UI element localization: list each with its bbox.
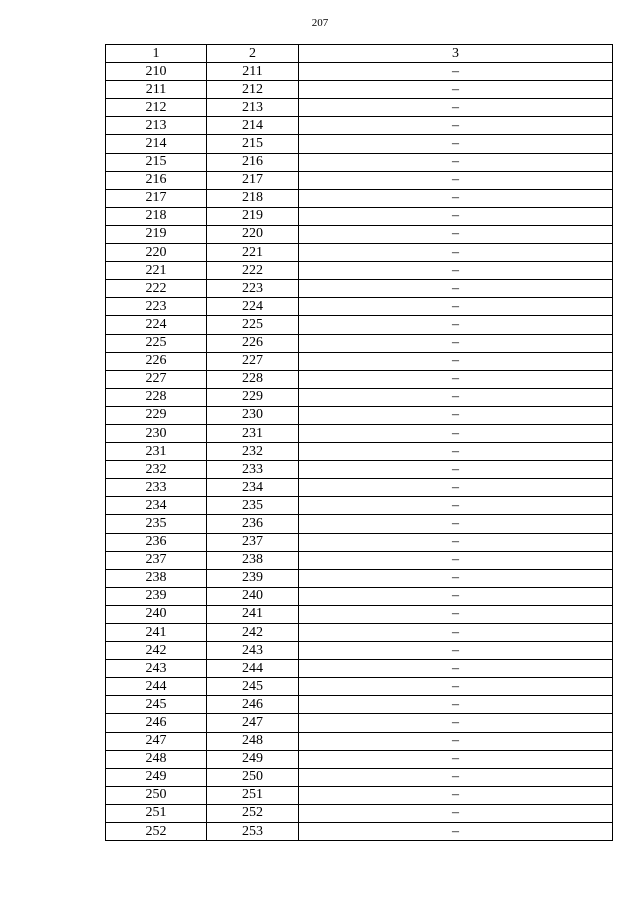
table-cell-col-3: – <box>299 786 613 804</box>
table-cell-col-2: 221 <box>207 244 299 262</box>
table-cell-col-3: – <box>299 804 613 822</box>
table-cell-col-3: – <box>299 189 613 207</box>
table-row <box>106 479 613 497</box>
table-cell-col-2: 232 <box>207 443 299 461</box>
table-row <box>106 99 613 117</box>
table-row <box>106 135 613 153</box>
table-cell-col-1: 212 <box>106 99 207 117</box>
column-header-2: 2 <box>207 45 299 63</box>
table-cell-col-2: 217 <box>207 171 299 189</box>
table-cell-col-2: 237 <box>207 533 299 551</box>
table-cell-col-1: 249 <box>106 768 207 786</box>
table-cell-col-3: – <box>299 117 613 135</box>
table-cell-col-2: 211 <box>207 63 299 81</box>
table-cell-col-1: 217 <box>106 189 207 207</box>
table-cell-col-3: – <box>299 63 613 81</box>
table-cell-col-3: – <box>299 714 613 732</box>
table-cell-col-3: – <box>299 207 613 225</box>
table-cell-col-2: 244 <box>207 660 299 678</box>
table-cell-col-3: – <box>299 497 613 515</box>
table-cell-col-1: 213 <box>106 117 207 135</box>
table-cell-col-1: 226 <box>106 352 207 370</box>
table-cell-col-3: – <box>299 316 613 334</box>
table-cell-col-1: 219 <box>106 225 207 243</box>
table-cell-col-2: 226 <box>207 334 299 352</box>
table-cell-col-2: 241 <box>207 605 299 623</box>
table-row <box>106 533 613 551</box>
table-row <box>106 316 613 334</box>
table-cell-col-1: 233 <box>106 479 207 497</box>
table-cell-col-1: 239 <box>106 587 207 605</box>
table-cell-col-3: – <box>299 443 613 461</box>
table-row <box>106 424 613 442</box>
table-cell-col-1: 220 <box>106 244 207 262</box>
table-cell-col-2: 248 <box>207 732 299 750</box>
table-cell-col-1: 234 <box>106 497 207 515</box>
table-cell-col-2: 214 <box>207 117 299 135</box>
table-cell-col-2: 227 <box>207 352 299 370</box>
table-cell-col-3: – <box>299 153 613 171</box>
table-cell-col-3: – <box>299 678 613 696</box>
table-cell-col-2: 238 <box>207 551 299 569</box>
table-cell-col-3: – <box>299 244 613 262</box>
page-number: 207 <box>311 17 329 29</box>
table-cell-col-2: 213 <box>207 99 299 117</box>
table-row <box>106 587 613 605</box>
table-cell-col-1: 246 <box>106 714 207 732</box>
table-cell-col-1: 237 <box>106 551 207 569</box>
table-row <box>106 298 613 316</box>
table-cell-col-3: – <box>299 515 613 533</box>
table-cell-col-3: – <box>299 768 613 786</box>
table-cell-col-3: – <box>299 225 613 243</box>
table-cell-col-1: 214 <box>106 135 207 153</box>
table-cell-col-3: – <box>299 605 613 623</box>
table-row <box>106 660 613 678</box>
table-cell-col-2: 229 <box>207 388 299 406</box>
table-cell-col-1: 224 <box>106 316 207 334</box>
table-cell-col-3: – <box>299 479 613 497</box>
table-cell-col-2: 252 <box>207 804 299 822</box>
table-cell-col-1: 238 <box>106 569 207 587</box>
table-header-row <box>106 45 613 63</box>
table-row <box>106 370 613 388</box>
table-row <box>106 153 613 171</box>
table-cell-col-3: – <box>299 696 613 714</box>
table-row <box>106 461 613 479</box>
table-cell-col-2: 235 <box>207 497 299 515</box>
table-cell-col-3: – <box>299 388 613 406</box>
table-cell-col-3: – <box>299 587 613 605</box>
table-row <box>106 714 613 732</box>
table-cell-col-2: 239 <box>207 569 299 587</box>
table-cell-col-1: 242 <box>106 642 207 660</box>
table-cell-col-3: – <box>299 424 613 442</box>
table-row <box>106 171 613 189</box>
table-row <box>106 262 613 280</box>
table-cell-col-2: 228 <box>207 370 299 388</box>
table-cell-col-3: – <box>299 624 613 642</box>
table-row <box>106 605 613 623</box>
table-cell-col-3: – <box>299 171 613 189</box>
table-cell-col-2: 245 <box>207 678 299 696</box>
table-cell-col-2: 246 <box>207 696 299 714</box>
table-cell-col-2: 230 <box>207 406 299 424</box>
table-row <box>106 117 613 135</box>
table-row <box>106 804 613 822</box>
table-cell-col-2: 220 <box>207 225 299 243</box>
table-row <box>106 406 613 424</box>
table-cell-col-3: – <box>299 732 613 750</box>
table-cell-col-1: 222 <box>106 280 207 298</box>
table-row <box>106 768 613 786</box>
column-header-1: 1 <box>106 45 207 63</box>
table-cell-col-3: – <box>299 750 613 768</box>
table-cell-col-3: – <box>299 135 613 153</box>
table-row <box>106 569 613 587</box>
table-row <box>106 823 613 841</box>
table-cell-col-1: 210 <box>106 63 207 81</box>
table-cell-col-1: 216 <box>106 171 207 189</box>
table-cell-col-2: 234 <box>207 479 299 497</box>
table-cell-col-2: 222 <box>207 262 299 280</box>
table-cell-col-1: 235 <box>106 515 207 533</box>
table-cell-col-2: 212 <box>207 81 299 99</box>
table-cell-col-1: 250 <box>106 786 207 804</box>
table-cell-col-3: – <box>299 533 613 551</box>
table-row <box>106 443 613 461</box>
table-cell-col-3: – <box>299 660 613 678</box>
table-cell-col-1: 230 <box>106 424 207 442</box>
table-cell-col-1: 247 <box>106 732 207 750</box>
table-cell-col-2: 224 <box>207 298 299 316</box>
table-cell-col-1: 243 <box>106 660 207 678</box>
table-row <box>106 732 613 750</box>
table-row <box>106 334 613 352</box>
table-cell-col-2: 243 <box>207 642 299 660</box>
table-cell-col-2: 215 <box>207 135 299 153</box>
table-cell-col-2: 233 <box>207 461 299 479</box>
table-row <box>106 352 613 370</box>
table-cell-col-1: 251 <box>106 804 207 822</box>
table-row <box>106 497 613 515</box>
table-cell-col-3: – <box>299 262 613 280</box>
table-cell-col-1: 245 <box>106 696 207 714</box>
table-cell-col-1: 244 <box>106 678 207 696</box>
table-cell-col-3: – <box>299 551 613 569</box>
table-row <box>106 696 613 714</box>
table-row <box>106 244 613 262</box>
table-cell-col-1: 241 <box>106 624 207 642</box>
table-cell-col-3: – <box>299 406 613 424</box>
table-cell-col-3: – <box>299 823 613 841</box>
table-cell-col-3: – <box>299 81 613 99</box>
table-cell-col-1: 229 <box>106 406 207 424</box>
table-cell-col-1: 221 <box>106 262 207 280</box>
table-cell-col-2: 251 <box>207 786 299 804</box>
table-body <box>106 63 613 841</box>
table-row <box>106 786 613 804</box>
table-cell-col-2: 253 <box>207 823 299 841</box>
table-cell-col-1: 225 <box>106 334 207 352</box>
table-cell-col-2: 216 <box>207 153 299 171</box>
table-row <box>106 515 613 533</box>
table-row <box>106 63 613 81</box>
table-cell-col-2: 223 <box>207 280 299 298</box>
table-cell-col-2: 231 <box>207 424 299 442</box>
table-cell-col-3: – <box>299 280 613 298</box>
data-table <box>105 44 613 841</box>
table-row <box>106 280 613 298</box>
table-cell-col-1: 236 <box>106 533 207 551</box>
table-cell-col-1: 228 <box>106 388 207 406</box>
table-cell-col-1: 248 <box>106 750 207 768</box>
table-cell-col-2: 219 <box>207 207 299 225</box>
table-cell-col-3: – <box>299 334 613 352</box>
table-cell-col-1: 218 <box>106 207 207 225</box>
table-cell-col-3: – <box>299 642 613 660</box>
table-cell-col-2: 242 <box>207 624 299 642</box>
table-row <box>106 189 613 207</box>
table-cell-col-2: 225 <box>207 316 299 334</box>
table-row <box>106 750 613 768</box>
table-cell-col-2: 247 <box>207 714 299 732</box>
table-row <box>106 207 613 225</box>
table-row <box>106 551 613 569</box>
table-row <box>106 81 613 99</box>
table-cell-col-1: 223 <box>106 298 207 316</box>
table-cell-col-1: 232 <box>106 461 207 479</box>
table-cell-col-2: 240 <box>207 587 299 605</box>
table-cell-col-3: – <box>299 298 613 316</box>
table-cell-col-2: 250 <box>207 768 299 786</box>
table-cell-col-3: – <box>299 461 613 479</box>
table-row <box>106 388 613 406</box>
table-cell-col-3: – <box>299 370 613 388</box>
table-cell-col-3: – <box>299 99 613 117</box>
table-cell-col-2: 236 <box>207 515 299 533</box>
table-cell-col-3: – <box>299 352 613 370</box>
table-cell-col-1: 252 <box>106 823 207 841</box>
table-cell-col-1: 231 <box>106 443 207 461</box>
table-cell-col-2: 218 <box>207 189 299 207</box>
table-row <box>106 624 613 642</box>
table-cell-col-2: 249 <box>207 750 299 768</box>
table-cell-col-1: 211 <box>106 81 207 99</box>
table-cell-col-1: 240 <box>106 605 207 623</box>
table-row <box>106 225 613 243</box>
table-cell-col-1: 215 <box>106 153 207 171</box>
table-cell-col-1: 227 <box>106 370 207 388</box>
column-header-3: 3 <box>299 45 613 63</box>
table-cell-col-3: – <box>299 569 613 587</box>
table-row <box>106 678 613 696</box>
table-row <box>106 642 613 660</box>
